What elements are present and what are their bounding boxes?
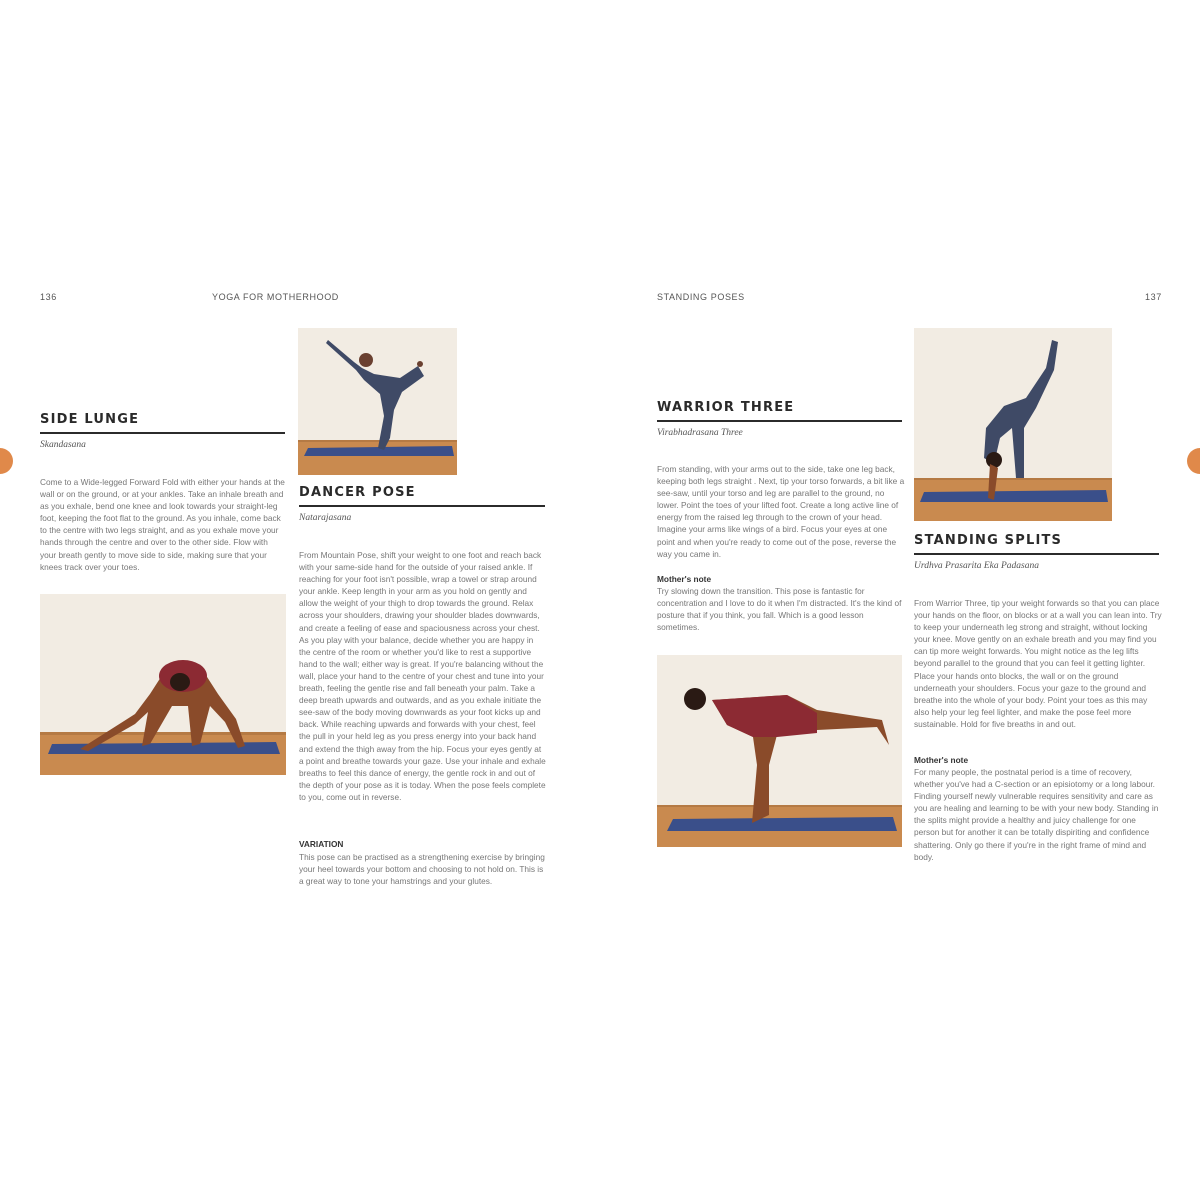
page-number-right: 137 [1145,292,1162,302]
sanskrit-name: Natarajasana [299,513,352,523]
variation-heading: VARIATION [299,839,344,849]
previous-page-tab[interactable] [0,448,13,474]
next-page-tab[interactable] [1187,448,1200,474]
section-title: WARRIOR THREE [657,400,795,415]
mothers-note-heading: Mother's note [657,574,712,584]
page-number-left: 136 [40,292,57,302]
sanskrit-name: Skandasana [40,440,86,450]
warrior-three-photo [657,655,902,847]
section-title: SIDE LUNGE [40,412,140,427]
section-title: STANDING SPLITS [914,533,1063,548]
title-rule [657,420,902,422]
mothers-note-heading: Mother's note [914,755,969,765]
section-body: From Warrior Three, tip your weight forwards so that you can place your hands on the floor, on blocks or at a wall you can lean into. Try to keep your underneath leg strong and straight, without locking your knee. Move gently on an exhale breath and you may find you can tip more weight forwards. You might notice as the leg lifts beyond parallel to the ground that you can feel it getting lighter. Place your hands onto blocks, the wall or on the ground underneath your shoulders. Focus your gaze to the ground and breathe into the whole of your body. Point your toes as this may also help your leg feel lighter, and make the pose feel more sustainable. Hold for five breaths in and out. [914,598,1162,729]
dancer-pose-photo [298,328,457,475]
mothers-note-body: For many people, the postnatal period is a time of recovery, whether you've had a C-section or an episiotomy or a long labour. Finding yourself newly vulnerable requires sensitivity and care as you are healing and learning to be with your new body. Standing in the splits might provide a healthy and juicy challenge for one person but for another it can be totally dispiriting and confidence shattering. Only go there if you're in the right frame of mind and body. [914,767,1159,862]
section-body: From Mountain Pose, shift your weight to one foot and reach back with your same-side hand for the outside of your raised ankle. If reaching for your foot isn't possible, wrap a towel or strap around your ankle. Keep length in your arm as you hold on gently and allow the weight of your thigh to drop towards the ground. Relax across your shoulders, drawing your shoulder blades downwards, and create a feeling of ease and spaciousness across your chest. As you play with your balance, decide whether you are happy in the centre of the room or whether you'd like to rest a supportive hand to the wall; either way is great. If you're balancing without the wall, place your hand to the centre of your chest and tune into your breath, feeling the gentle rise and fall beneath your palm. Take a deep breath upwards and outwards, and as you exhale initiate the see-saw of the body moving downwards as your foot kicks up and back. While reaching upwards and forwards with your chest, feel the pull in your held leg as you press energy into your back hand and extend the thigh away from the hip. Focus your eyes gently at a point and breathe towards your gaze. Use your inhale and exhale breaths to feel this dance of energy, the gentle rock in and out of the depth of your pose as it is today. When the pose feels complete to you, come out in reverse. [299,550,546,802]
variation-body: This pose can be practised as a strengthening exercise by bringing your heel towards your bottom and choosing to not hold on. This is a great way to tone your hamstrings and your glutes. [299,852,545,887]
running-head-right: STANDING POSES [657,292,745,302]
section-title: DANCER POSE [299,485,416,500]
side-lunge-photo [40,594,286,775]
sanskrit-name: Urdhva Prasarita Eka Padasana [914,561,1039,571]
title-rule [914,553,1159,555]
mothers-note-body: Try slowing down the transition. This pose is fantastic for concentration and I love to do it when I'm distracted. It's the kind of posture that if you think, you fall. Which is a good lesson sometimes. [657,586,902,633]
standing-splits-photo [914,328,1112,521]
sanskrit-name: Virabhadrasana Three [657,428,743,438]
section-body: From standing, with your arms out to the side, take one leg back, keeping both legs straight . Next, tip your torso forwards, a bit like a see-saw, until your torso and leg are parallel to the ground, no lower. Point the toes of your lifted foot. Create a long active line of energy from the raised leg through to the crown of your head. Imagine your arms like wings of a bird. Focus your eyes at one point and when you're ready to come out of the pose, reverse the way you came in. [657,464,905,559]
title-rule [299,505,545,507]
title-rule [40,432,285,434]
running-head-left: YOGA FOR MOTHERHOOD [212,292,339,302]
section-body: Come to a Wide-legged Forward Fold with either your hands at the wall or on the ground, or at your ankles. Take an inhale breath and as you exhale, bend one knee and look towards your straight-leg foot, keeping the foot flat to the ground. As you inhale, come back to the centre with two legs straight, and as you exhale move your hands through the centre and over to the other side. Flow with your breath gently to move side to side, making sure that your knees track over your toes. [40,477,285,572]
